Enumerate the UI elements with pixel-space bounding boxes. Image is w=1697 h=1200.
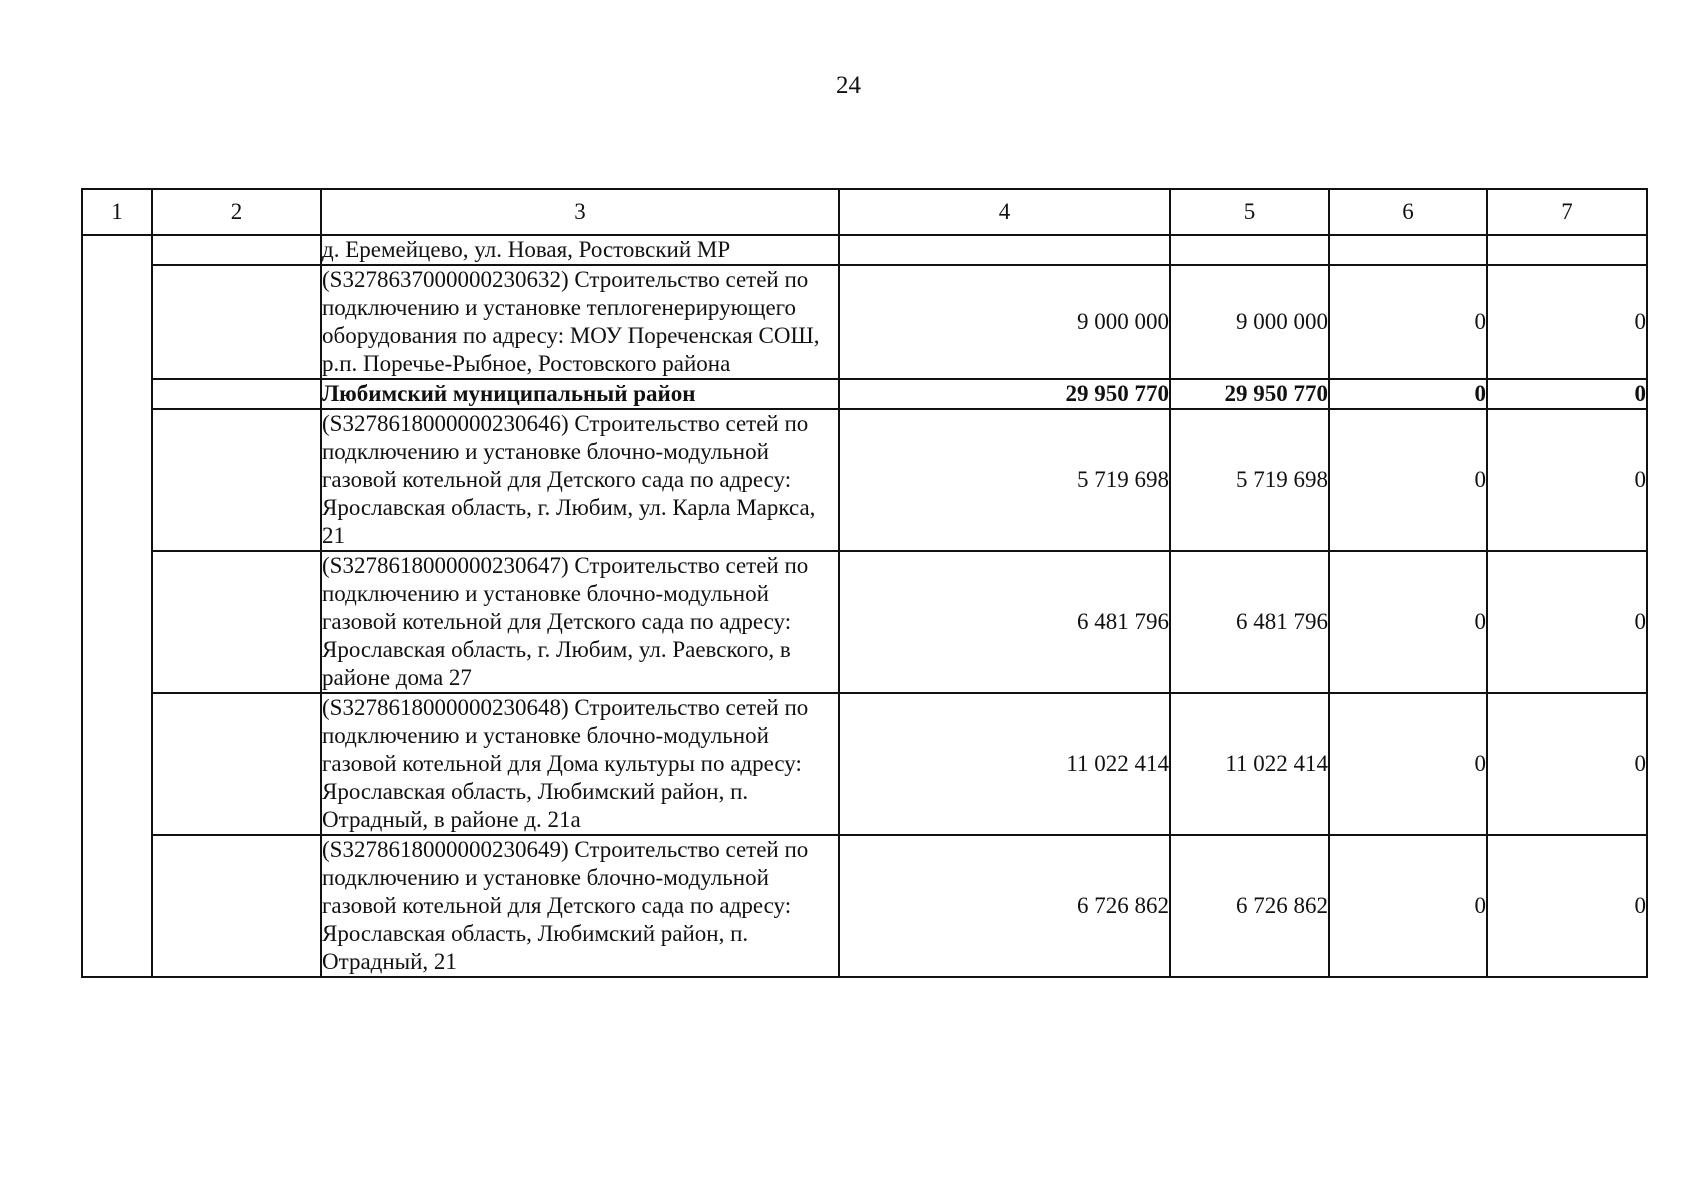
value-cell-5: 9 000 000 — [1170, 265, 1329, 379]
value-cell-4: 6 481 796 — [839, 551, 1170, 693]
value-cell-7: 0 — [1487, 693, 1647, 835]
page-number: 24 — [836, 72, 861, 99]
table-header-row — [82, 189, 1647, 235]
table-row — [82, 551, 1647, 693]
value-cell-7 — [1487, 235, 1647, 265]
section-cell — [152, 265, 321, 379]
value-cell-6: 0 — [1329, 265, 1487, 379]
header-cell-2: 2 — [152, 189, 321, 235]
header-cell-7: 7 — [1487, 189, 1647, 235]
value-cell-5: 6 726 862 — [1170, 835, 1329, 977]
section-cell — [152, 693, 321, 835]
value-cell-6: 0 — [1329, 409, 1487, 551]
description-cell: (S3278618000000230647) Строительство сетей по подключению и установке блочно-модульной газовой котельной для Детского сада по адресу: Ярославская область, г. Любим, ул. Раевского, в районе дома 27 — [321, 551, 839, 693]
value-cell-4 — [839, 235, 1170, 265]
budget-table — [81, 188, 1648, 978]
section-cell — [152, 379, 321, 409]
table-row — [82, 835, 1647, 977]
value-cell-6: 0 — [1329, 693, 1487, 835]
value-cell-4: 9 000 000 — [839, 265, 1170, 379]
table-group-row — [82, 379, 1647, 409]
header-cell-4: 4 — [839, 189, 1170, 235]
header-cell-6: 6 — [1329, 189, 1487, 235]
value-cell-4: 6 726 862 — [839, 835, 1170, 977]
value-cell-4: 5 719 698 — [839, 409, 1170, 551]
section-cell — [152, 835, 321, 977]
header-cell-3: 3 — [321, 189, 839, 235]
description-cell: (S3278618000000230648) Строительство сетей по подключению и установке блочно-модульной газовой котельной для Дома культуры по адресу: Ярославская область, Любимский район, п. Отрадный, в районе д. 21а — [321, 693, 839, 835]
table-row — [82, 693, 1647, 835]
table-row — [82, 265, 1647, 379]
section-cell — [152, 551, 321, 693]
value-cell-7: 0 — [1487, 379, 1647, 409]
value-cell-5: 11 022 414 — [1170, 693, 1329, 835]
section-cell — [152, 409, 321, 551]
section-cell — [152, 235, 321, 265]
value-cell-7: 0 — [1487, 835, 1647, 977]
value-cell-6: 0 — [1329, 551, 1487, 693]
value-cell-7: 0 — [1487, 265, 1647, 379]
value-cell-5: 5 719 698 — [1170, 409, 1329, 551]
value-cell-5: 6 481 796 — [1170, 551, 1329, 693]
description-cell: (S3278637000000230632) Строительство сетей по подключению и установке теплогенерирующего оборудования по адресу: МОУ Пореченская СОШ, р.п. Поречье-Рыбное, Ростовского района — [321, 265, 839, 379]
description-cell: Любимский муниципальный район — [321, 379, 839, 409]
value-cell-5 — [1170, 235, 1329, 265]
description-cell: (S3278618000000230649) Строительство сетей по подключению и установке блочно-модульной газовой котельной для Детского сада по адресу: Ярославская область, Любимский район, п. Отрадный, 21 — [321, 835, 839, 977]
value-cell-4: 29 950 770 — [839, 379, 1170, 409]
value-cell-7: 0 — [1487, 409, 1647, 551]
description-cell: (S3278618000000230646) Строительство сетей по подключению и установке блочно-модульной газовой котельной для Детского сада по адресу: Ярославская область, г. Любим, ул. Карла Маркса, 21 — [321, 409, 839, 551]
value-cell-6: 0 — [1329, 835, 1487, 977]
value-cell-6 — [1329, 235, 1487, 265]
description-cell: д. Еремейцево, ул. Новая, Ростовский МР — [321, 235, 839, 265]
table-row — [82, 409, 1647, 551]
header-cell-5: 5 — [1170, 189, 1329, 235]
table-row — [82, 235, 1647, 265]
value-cell-5: 29 950 770 — [1170, 379, 1329, 409]
value-cell-6: 0 — [1329, 379, 1487, 409]
value-cell-7: 0 — [1487, 551, 1647, 693]
row-number-cell — [82, 235, 152, 977]
header-cell-1: 1 — [82, 189, 152, 235]
value-cell-4: 11 022 414 — [839, 693, 1170, 835]
